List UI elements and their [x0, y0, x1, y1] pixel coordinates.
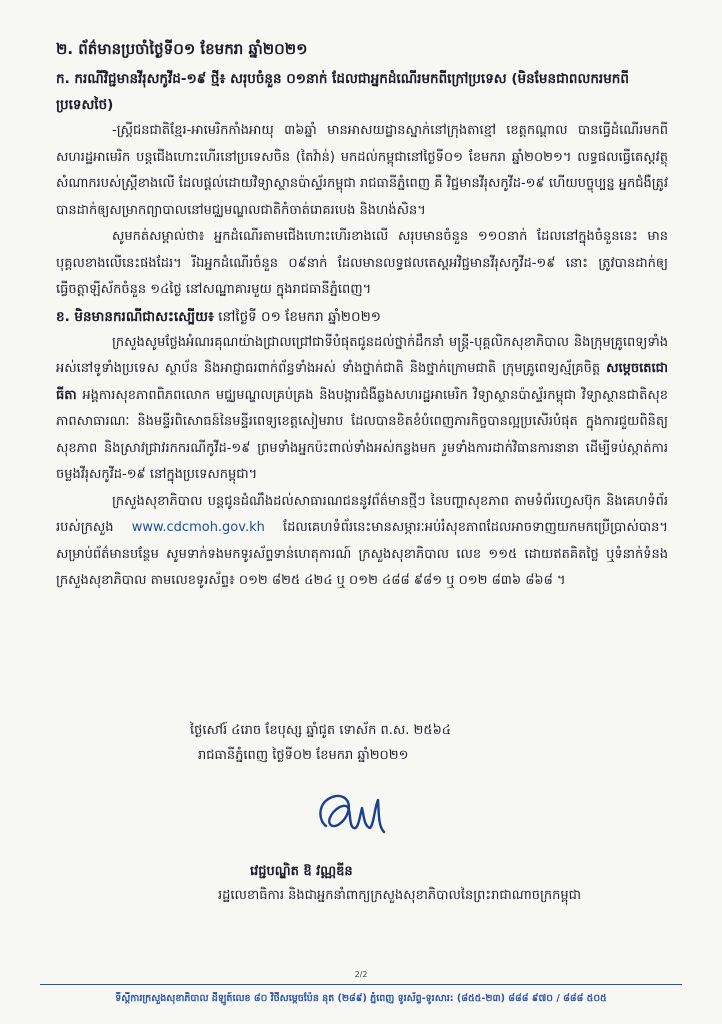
gratitude-highlight: សម្តេចតេជោ ធីតា [56, 361, 668, 403]
lunar-date: ថ្ងៃសៅរ៍ ៤រោច ខែបុស្ស ឆ្នាំជូត ទោស័ក ព.ស. ២៥៦៤ [190, 723, 452, 738]
gratitude-paragraph [56, 330, 668, 489]
document-body [56, 38, 668, 595]
contact-paragraph [56, 489, 668, 595]
signer-block [218, 860, 690, 908]
subsection-b-label: ខ. មិនមានករណីជាសះស្បើយ៖ [56, 308, 214, 325]
gratitude-text-start: ក្រសួងសូមថ្លែងអំណរគុណយ៉ាងជ្រាលជ្រៅជាទីបំផុតជូនដល់ថ្នាក់ដឹកនាំ មន្ត្រី-បុគ្គលិកសុខាភិបាល និងក្រុមគ្រូពេទ្យទាំងអស់នៅទូទាំងប្រទេស ស្ថាប័ន និងអាជ្ញាធរពាក់ព័ន្ធទាំងអស់ ទាំងថ្នាក់ជាតិ និងថ្នាក់ក្រោមជាតិ ក្រុមគ្រូពេទ្យស្ម័គ្រចិត្ត [56, 334, 668, 376]
contact-text-start: ក្រសួងសុខាភិបាល បន្តជូនដំណឹងដល់សាធារណជននូវព័ត៌មានថ្មីៗ នៃបញ្ហាសុខភាព តាមទំព័រហ្វេសប៊ុក និងគេហទំព័ររបស់ក្រសួង [56, 493, 668, 535]
signer-title: រដ្ឋលេខាធិការ និងជាអ្នកនាំពាក្យក្រសួងសុខាភិបាលនៃព្រះរាជាណាចក្រកម្ពុជា [218, 888, 582, 903]
footer-divider [40, 984, 682, 985]
subsection-b-heading [56, 304, 668, 330]
case-description-paragraph: -ស្ត្រីជនជាតិខ្មែរ-អាមេរិកកាំងអាយុ ៣៦ឆ្នាំ មានអាសយដ្ឋានស្នាក់នៅក្រុងតាខ្មៅ ខេត្តកណ្តាល បានធ្វើដំណើរមកពីសហរដ្ឋអាមេរិក បន្តជើងហោះហើរនៅប្រទេសចិន (តៃវ៉ាន់) មកដល់កម្ពុជានៅថ្ងៃទី០១ ខែមករា ឆ្នាំ២០២១។ លទ្ធផលធ្វើតេស្តវត្ថុសំណាករបស់ស្ត្រីខាងលើ ដែលផ្តល់ដោយវិទ្យាស្ថានប៉ាស្ទ័រកម្ពុជា រាជធានីភ្នំពេញ គឺ វិជ្ជមានវីរុសកូវីដ-១៩ ហើយបច្ចុប្បន្ន អ្នកជំងឺត្រូវបានដាក់ឲ្យសម្រាកព្យាបាលនៅមជ្ឈមណ្ឌលជាតិកំចាត់រោគរបេង និងហង់សិន។ [56, 123, 668, 218]
page-number: 2/2 [354, 970, 368, 979]
solar-date: រាជធានីភ្នំពេញ ថ្ងៃទី០២ ខែមករា ឆ្នាំ២០២១ [198, 748, 409, 763]
date-block [190, 718, 610, 768]
signer-name: វេជ្ជបណ្ឌិត ឱ វណ្ណឌីន [250, 864, 353, 879]
subsection-b-text: នៅថ្ងៃទី ០១ ខែមករា ឆ្នាំ២០២១ [213, 308, 382, 325]
website-link[interactable]: www.cdcmoh.gov.kh [131, 520, 265, 535]
contact-text-end: ដែលគេហទំព័រនេះមានសម្ភារៈអប់រំសុខភាពដែលអាចទាញយកមកប្រើប្រាស់បាន។ សម្រាប់ព័ត៌មានបន្ថែម សូមទាក់ទងមកទូរស័ព្ទទាន់ហេតុការណ៍ ក្រសួងសុខាភិបាល លេខ ១១៥ ដោយឥតគិតថ្លៃ ឬទំនាក់ទំនងក្រសួងសុខាភិបាល តាមលេខទូរស័ព្ទ៖ ០១២ ៨២៥ ៤២៤ ឬ ០១២ ៤៨៨ ៩៨១ ឬ ០១២ ៨៣៦ ៨៦៨ ។ [56, 520, 668, 588]
subsection-a-heading: ក. ករណីវិជ្ជមានវីរុសកូវីដ-១៩ ថ្មី៖ សរុបចំនួន ០១នាក់ ដែលជាអ្នកដំណើរមកពីក្រៅប្រទេស (មិនមែនជាពលករមកពីប្រទេសថៃ) [56, 71, 629, 113]
signature-image [312, 786, 392, 844]
gratitude-text-end: អង្គការសុខភាពពិភពលោក មជ្ឈមណ្ឌលគ្រប់គ្រង និងបង្ការជំងឺឆ្លងសហរដ្ឋអាមេរិក វិទ្យាស្ថានប៉ាស្ទ័រកម្ពុជា វិទ្យាស្ថានជាតិសុខភាពសាធារណៈ និងមន្ទីរពិសោធន៍នៃមន្ទីរពេទ្យខេត្តសៀមរាប ដែលបានខិតខំបំពេញភារកិច្ចបានល្អប្រសើរបំផុត ក្នុងការជួយពិនិត្យសុខភាព និងស្រាវជ្រាវរកករណីកូវីដ-១៩ ព្រមទាំងអ្នកប៉ះពាល់ទាំងអស់កន្លងមក រួមទាំងការដាក់វិធានការនានា ដើម្បីទប់ស្កាត់ការចម្លងវីរុសកូវីដ-១៩ នៅក្នុងប្រទេសកម្ពុជា។ [56, 387, 668, 482]
footer-address: ទីស្តីការក្រសួងសុខាភិបាល ដីឡូត៍លេខ ៨០ វិថីសម្តេចប៉ែន នុត (២៨៩) ភ្នំពេញ ទូរស័ព្ទ-ទូរសារ: (៨៥៥-២៣) ៨៨៨ ៩៧០ / ៨៨៨ ៥០៥ [115, 993, 607, 1004]
section-title: ២. ព័ត៌មានប្រចាំថ្ងៃទី០១ ខែមករា ឆ្នាំ២០២១ [56, 40, 308, 58]
passenger-note-paragraph: សូមកត់សម្គាល់ថា៖ អ្នកដំណើរតាមជើងហោះហើរខាងលើ សរុបមានចំនួន ១១០នាក់ ដែលនៅក្នុងចំនួននេះ មានបុគ្គលខាងលើនេះផងដែរ។ រីឯអ្នកដំណើរចំនួន ០៩នាក់ ដែលមានលទ្ធផលតេស្តអវិជ្ជមានវីរុសកូវីដ-១៩ នោះ ត្រូវបានដាក់ឲ្យធ្វើចត្តាឡីស័កចំនួន ១៤ថ្ងៃ នៅសណ្ឋាគារមួយ ក្នុងរាជធានីភ្នំពេញ។ [56, 229, 668, 297]
